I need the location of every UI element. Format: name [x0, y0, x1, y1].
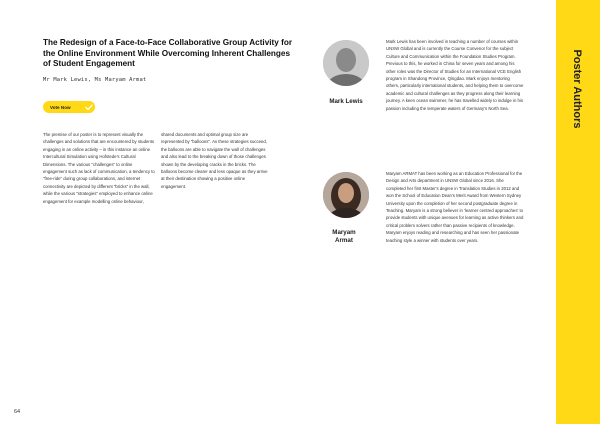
poster-authors-line: Mr Mark Lewis, Ms Maryam Armat — [43, 77, 147, 83]
vote-now-button[interactable] — [43, 101, 95, 113]
page-number-left: 64 — [14, 409, 21, 415]
poster-description-column-1: The premise of our poster is to represent visually the challenges and solutions that are encountered by students engaging in an online activity – in this instance an online Intercultural Simulation using Hofstede's Cultural Dimensions. The various "challenges" to online engagement such as lack of communication, a tendency to "free-ride" during group collaborations, and internet connectivity are depicted by different "bricks" in the wall, while the various "strategies" employed to enhance online engagement for example modelling online behaviour, — [43, 132, 155, 204]
author-name-mark-lewis: Mark Lewis — [329, 98, 363, 105]
author-bio-maryam-armat: Maryam ARMAT has been working as an Education Professional for the Design and Arts department in UNSW Global since 2016. She completed her first Master's degree in Translation Studies in 2012 and won the School of Education Dean's Merit Award from Western Sydney University upon the completion of her second postgraduate degree in Teaching. Maryam is a strong believer in 'learner centred approaches' to provide students with unique avenues for learning as active thinkers and critical problem solvers rather than passive recipients of knowledge. Maryam enjoys reading and researching and has seen her passionate teaching style a winner with students over years. — [386, 171, 524, 243]
poster-title: The Redesign of a Face-to-Face Collaborative Group Activity for the Online Environment While Overcoming Inherent Challenges of Student Engagement — [43, 38, 293, 69]
author-photo-mark-lewis — [323, 40, 369, 86]
vote-now-label: Vote Now — [50, 104, 71, 110]
poster-description-column-2: shared documents and optimal group size are represented by "balloons". As these strategies succeed, the balloons are able to navigate the wall of challenges and also lead to the breaking down of those challenges shown by the developing cracks in the bricks. The balloons become clearer and less opaque as they arrive at their destination showing a positive online engagement. — [161, 132, 268, 189]
sidebar-heading: Poster Authors — [571, 49, 583, 129]
author-name-maryam-armat: Maryam Armat — [332, 229, 356, 245]
author-bio-mark-lewis: Mark Lewis has been involved in teaching a number of courses within UNSW Global and is currently the Course Convenor for the subject Culture and Communication within the Foundation Studies Program. Previous to this, he worked in China for seven years and among his other roles was the Director of Studies for an International VCE English program in Shandong Province, Qingdao. Mark enjoys mentoring others, particularly international students, and helping them to overcome academic and cultural challenges as they progress along their learning journey. A keen ocean swimmer, he has travelled widely to indulge in his passion including the temperate waters of Germany's North Sea. — [386, 39, 524, 111]
author-photo-maryam-armat — [323, 172, 369, 218]
checkmark-icon — [83, 101, 95, 113]
